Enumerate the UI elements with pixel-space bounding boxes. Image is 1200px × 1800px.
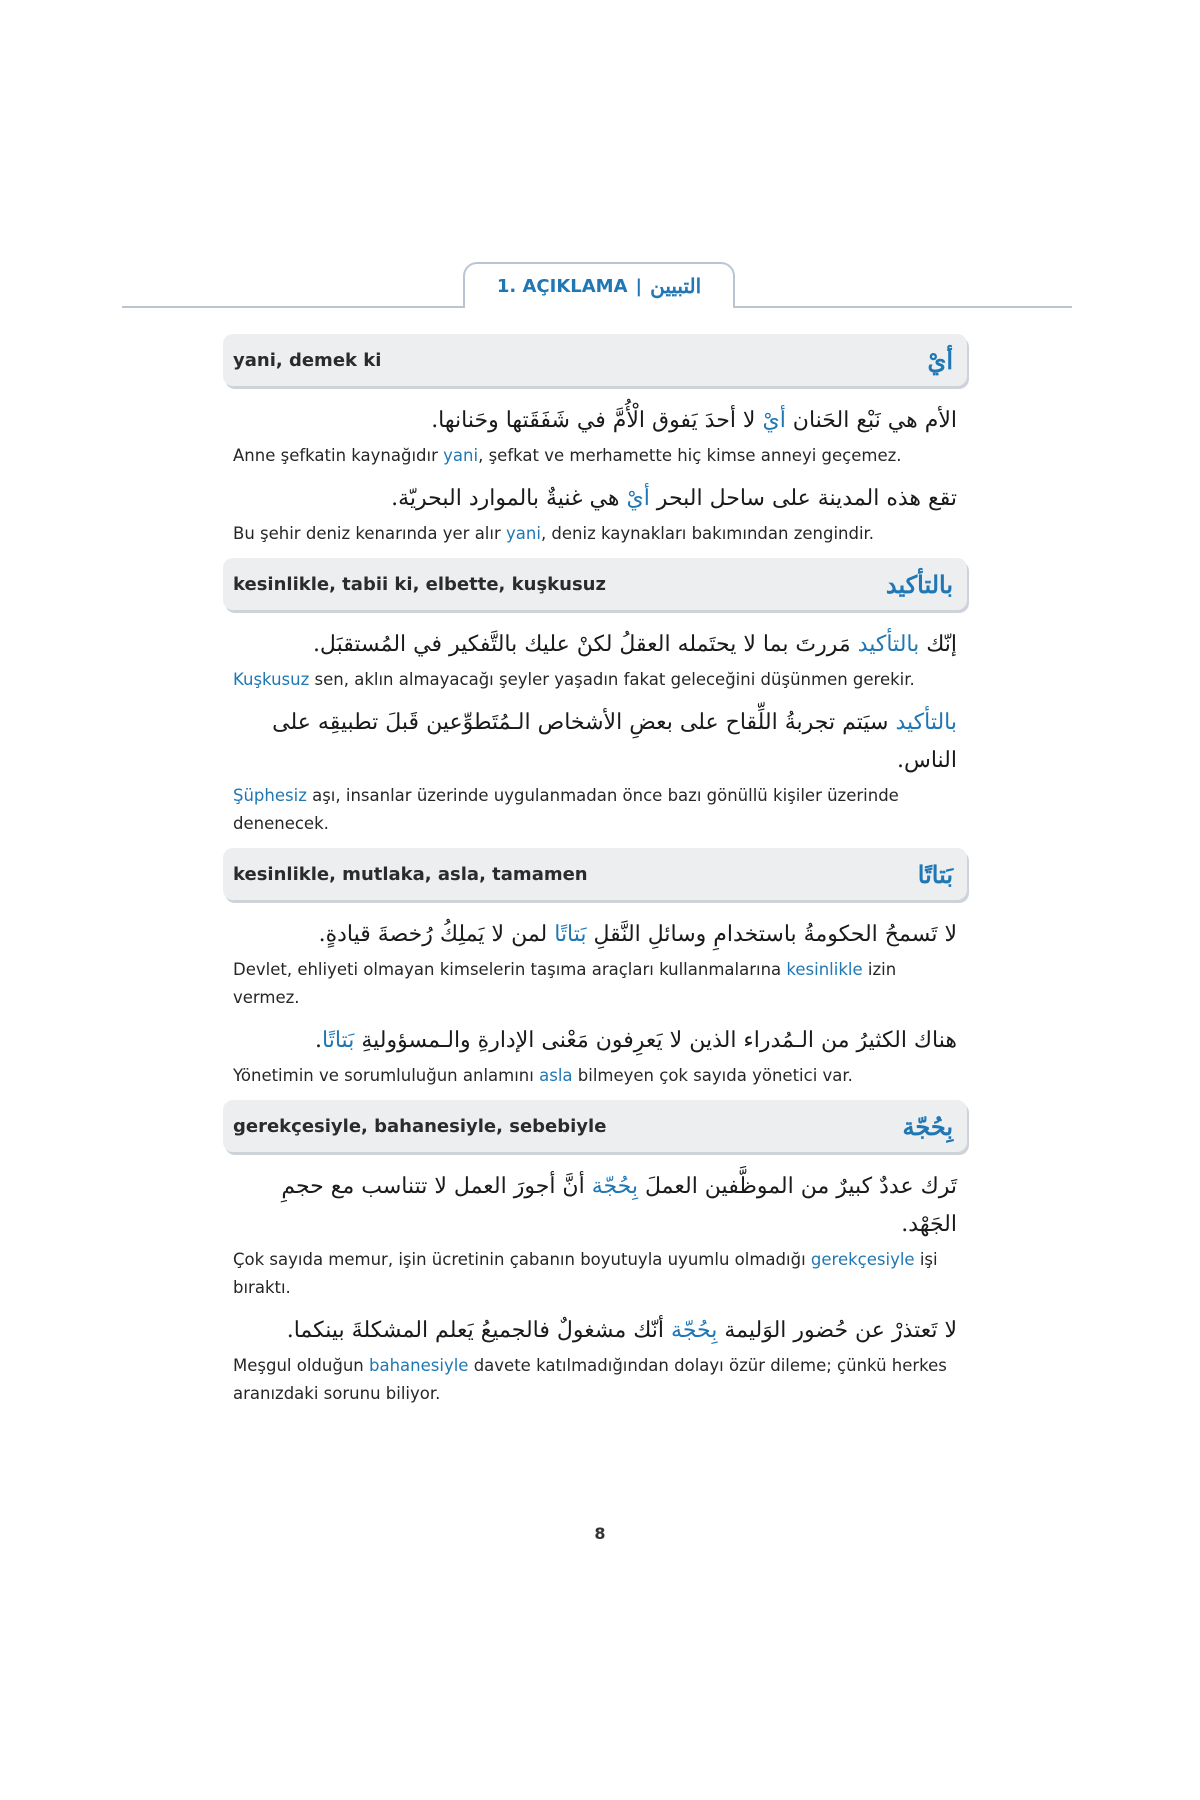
example-arabic: لا تَعتذرْ عن حُضور الوَليمة بِحُجّة أنّك مشغولٌ فالجميعُ يَعلم المشكلةَ بينكما.: [286, 1318, 957, 1343]
term-bar: [223, 848, 967, 900]
entry-batatan: [223, 848, 967, 1090]
highlight-arabic: بالتأكيد: [895, 710, 957, 735]
example-turkish: Şüphesiz aşı, insanlar üzerinde uygulanmadan önce bazı gönüllü kişiler üzerinde denenecek.: [233, 786, 899, 833]
highlight-arabic: بِحُجّة: [671, 1318, 718, 1343]
highlight-turkish: Kuşkusuz: [233, 670, 310, 689]
example: [223, 402, 967, 470]
example: [223, 480, 967, 548]
term-turkish: gerekçesiyle, bahanesiyle, sebebiyle: [233, 1115, 607, 1137]
term-turkish: kesinlikle, tabii ki, elbette, kuşkusuz: [233, 573, 606, 595]
highlight-turkish: bahanesiyle: [369, 1356, 469, 1375]
entries-list: [223, 334, 967, 1418]
term-bar: [223, 1100, 967, 1152]
highlight-turkish: Şüphesiz: [233, 786, 307, 805]
term-bar: [223, 558, 967, 610]
highlight-turkish: gerekçesiyle: [810, 1250, 915, 1269]
term-turkish: kesinlikle, mutlaka, asla, tamamen: [233, 863, 588, 885]
term-arabic: بالتأكيد: [885, 569, 953, 599]
example-arabic: الأم هي نَبْع الحَنان أيْ لا أحدَ يَفوق الْأُمَّ في شَفَقَتها وحَنانها.: [431, 408, 957, 433]
example-turkish: Devlet, ehliyeti olmayan kimselerin taşıma araçları kullanmalarına kesinlikle izin vermez.: [233, 960, 897, 1007]
example-arabic: تقع هذه المدينة على ساحل البحر أيْ هي غنيةٌ بالموارد البحريّة.: [391, 486, 957, 511]
term-arabic: أيْ: [927, 345, 953, 375]
section-header-tab: [463, 262, 735, 308]
example: [223, 1312, 967, 1408]
highlight-arabic: أيْ: [626, 486, 650, 511]
example: [223, 1022, 967, 1090]
example: [223, 626, 967, 694]
highlight-arabic: بَتاتًا: [322, 1028, 355, 1053]
example-turkish: Bu şehir deniz kenarında yer alır yani, deniz kaynakları bakımından zengindir.: [233, 524, 875, 543]
term-turkish: yani, demek ki: [233, 349, 382, 371]
highlight-turkish: yani: [443, 446, 479, 465]
example-arabic: تَرك عددٌ كبيرٌ من الموظَّفين العملَ بِحُجّة أنَّ أجورَ العمل لا تتناسب مع حجمِ الجَهْد.: [281, 1174, 957, 1237]
example: [223, 1168, 967, 1302]
example-turkish: Yönetimin ve sorumluluğun anlamını asla bilmeyen çok sayıda yönetici var.: [233, 1066, 853, 1085]
term-bar: [223, 334, 967, 386]
page-number: 8: [594, 1524, 606, 1543]
example: [223, 916, 967, 1012]
term-arabic: بَتاتًا: [917, 859, 953, 889]
highlight-arabic: أيْ: [762, 408, 786, 433]
highlight-turkish: kesinlikle: [786, 960, 863, 979]
entry-bittakid: [223, 558, 967, 838]
example-arabic: هناك الكثيرُ من الـمُدراء الذين لا يَعرِفون مَعْنى الإدارةِ والـمسؤوليةِ بَتاتًا.: [315, 1028, 957, 1053]
highlight-arabic: بِحُجّة: [591, 1174, 639, 1199]
example-arabic: بالتأكيد سيَتم تجربةُ اللِّقاح على بعضِ الأشخاص الـمُتَطوِّعين قَبلَ تطبيقِه على الناس.: [272, 710, 957, 773]
entry-bihujja: [223, 1100, 967, 1408]
term-arabic: بِحُجّة: [902, 1111, 953, 1141]
example-turkish: Kuşkusuz sen, aklın almayacağı şeyler yaşadın fakat geleceğini düşünmen gerekir.: [233, 670, 915, 689]
highlight-arabic: بَتاتًا: [554, 922, 587, 947]
highlight-turkish: asla: [539, 1066, 573, 1085]
example-arabic: لا تَسمحُ الحكومةُ باستخدامِ وسائلِ النَّقلِ بَتاتًا لمن لا يَملِكُ رُخصةَ قيادةٍ.: [318, 922, 957, 947]
section-title-separator: |: [635, 275, 643, 297]
highlight-arabic: بالتأكيد: [857, 632, 920, 657]
entry-ay: [223, 334, 967, 548]
section-title-ar: التبيين: [650, 274, 702, 298]
example: [223, 704, 967, 838]
example-turkish: Çok sayıda memur, işin ücretinin çabanın boyutuyla uyumlu olmadığı gerekçesiyle işi bıraktı.: [233, 1250, 938, 1297]
example-turkish: Meşgul olduğun bahanesiyle davete katılmadığından dolayı özür dileme; çünkü herkes aranızdaki sorunu biliyor.: [233, 1356, 947, 1403]
example-turkish: Anne şefkatin kaynağıdır yani, şefkat ve merhamette hiç kimse anneyi geçemez.: [233, 446, 902, 465]
highlight-turkish: yani: [506, 524, 541, 543]
example-arabic: إنّك بالتأكيد مَررتَ بما لا يحتَمله العقلُ لكنْ عليك بالتَّفكير في المُستقبَل.: [312, 632, 957, 657]
section-title-tr: 1. AÇIKLAMA: [496, 275, 628, 297]
